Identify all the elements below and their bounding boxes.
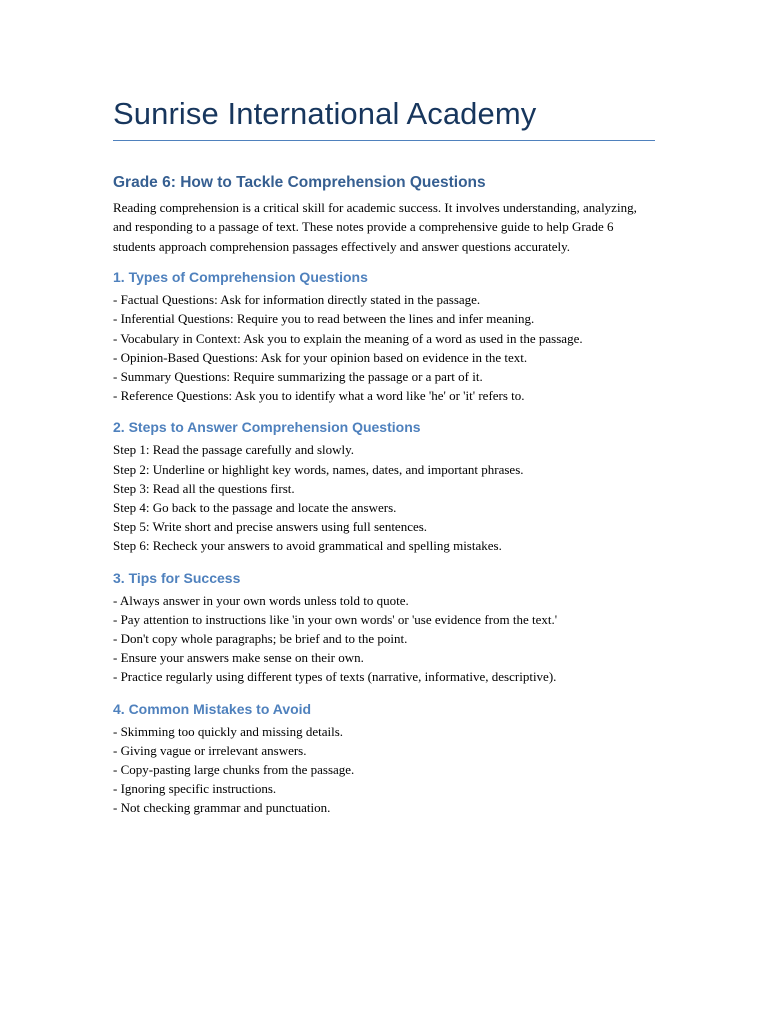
list-item: - Not checking grammar and punctuation. xyxy=(113,800,331,816)
list-item: - Factual Questions: Ask for information directly stated in the passage. xyxy=(113,292,481,308)
section-list xyxy=(113,591,658,687)
section-heading: 2. Steps to Answer Comprehension Questions xyxy=(113,419,421,436)
section-list xyxy=(113,290,658,405)
list-item: - Ignoring specific instructions. xyxy=(113,781,277,797)
list-item: - Copy-pasting large chunks from the passage. xyxy=(113,762,355,778)
section-3 xyxy=(113,569,658,687)
document-title: Sunrise International Academy xyxy=(113,96,537,131)
list-item: - Opinion-Based Questions: Ask for your opinion based on evidence in the text. xyxy=(113,349,528,365)
list-item: - Inferential Questions: Require you to read between the lines and infer meaning. xyxy=(113,311,535,327)
title-divider xyxy=(113,140,655,141)
section-4 xyxy=(113,700,658,818)
list-item: - Practice regularly using different types of texts (narrative, informative, descriptive). xyxy=(113,669,557,685)
section-heading: 1. Types of Comprehension Questions xyxy=(113,269,368,286)
list-item: - Reference Questions: Ask you to identify what a word like 'he' or 'it' refers to. xyxy=(113,388,525,404)
intro-paragraph: Reading comprehension is a critical skill for academic success. It involves understanding, analyzing, and responding to a passage of text. These notes provide a comprehensive guide to help Grade 6 students approach comprehension passages effectively and answer questions accurately. xyxy=(113,200,637,254)
section-2 xyxy=(113,418,658,555)
section-heading: 4. Common Mistakes to Avoid xyxy=(113,700,312,717)
list-item: Step 6: Recheck your answers to avoid grammatical and spelling mistakes. xyxy=(113,538,502,554)
list-item: Step 5: Write short and precise answers using full sentences. xyxy=(113,519,428,535)
list-item: - Giving vague or irrelevant answers. xyxy=(113,742,307,758)
list-item: Step 1: Read the passage carefully and slowly. xyxy=(113,442,355,458)
document-subtitle: Grade 6: How to Tackle Comprehension Questions xyxy=(113,174,486,191)
list-item: Step 3: Read all the questions first. xyxy=(113,480,295,496)
list-item: - Always answer in your own words unless told to quote. xyxy=(113,592,409,608)
list-item: Step 2: Underline or highlight key words, names, dates, and important phrases. xyxy=(113,461,524,477)
section-heading: 3. Tips for Success xyxy=(113,569,241,586)
list-item: - Pay attention to instructions like 'in your own words' or 'use evidence from the text.' xyxy=(113,611,558,627)
section-1 xyxy=(113,268,658,405)
list-item: Step 4: Go back to the passage and locate the answers. xyxy=(113,500,397,516)
section-list xyxy=(113,722,658,818)
list-item: - Don't copy whole paragraphs; be brief and to the point. xyxy=(113,631,408,647)
sections-container xyxy=(113,268,658,817)
section-list xyxy=(113,440,658,555)
list-item: - Ensure your answers make sense on their own. xyxy=(113,650,364,666)
list-item: - Skimming too quickly and missing details. xyxy=(113,723,344,739)
list-item: - Summary Questions: Require summarizing the passage or a part of it. xyxy=(113,369,483,385)
list-item: - Vocabulary in Context: Ask you to explain the meaning of a word as used in the passage. xyxy=(113,330,583,346)
